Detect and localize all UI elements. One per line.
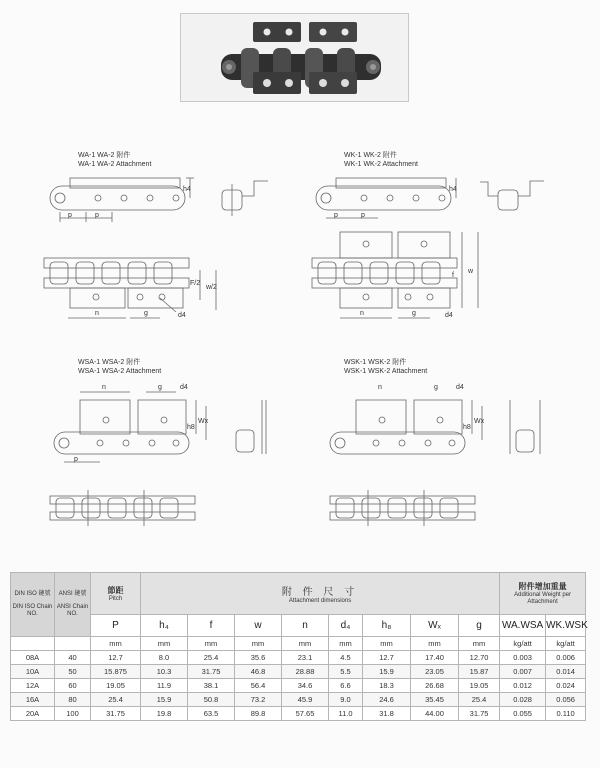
ansi-en: ANSI Chain NO. (56, 604, 89, 617)
wk-dim-f: f (452, 272, 454, 279)
spec-table (10, 572, 586, 721)
table-cell: 10.3 (141, 665, 188, 679)
unit-cell: mm (91, 637, 141, 651)
pitch-header (91, 573, 141, 615)
wk-dim-p1: p (334, 212, 338, 219)
unit-cell: mm (363, 637, 411, 651)
ansi-header (55, 573, 91, 637)
wsa-dim-h8: h8 (187, 424, 195, 431)
wsa-title-en: WSA-1 WSA-2 Attachment (78, 368, 162, 375)
wsk-dim-g: g (434, 384, 438, 391)
table-cell: 19.8 (141, 707, 188, 721)
table-cell: 12.7 (363, 651, 411, 665)
table-cell: 08A (11, 651, 55, 665)
wk-dim-p2: p (361, 212, 365, 219)
wa-dim-w2: w/2 (206, 284, 217, 291)
table-cell: 31.75 (188, 665, 235, 679)
table-cell: 31.75 (91, 707, 141, 721)
wa-end-view (222, 181, 268, 216)
table-cell: 40 (55, 651, 91, 665)
sym-w: w (235, 615, 282, 637)
table-cell: 6.6 (329, 679, 363, 693)
wsa-dim-wx: Wx (198, 418, 209, 425)
wa-dim-p1: p (68, 212, 72, 219)
table-cell: 4.5 (329, 651, 363, 665)
wk-title-en: WK-1 WK-2 Attachment (344, 161, 418, 168)
unit-cell: mm (459, 637, 500, 651)
table-row (11, 651, 586, 665)
wa-dim-d4: d4 (178, 312, 186, 319)
table-cell: 12.7 (91, 651, 141, 665)
table-cell: 15.875 (91, 665, 141, 679)
wa-top-view (44, 258, 216, 318)
wsk-dim-d4: d4 (456, 384, 464, 391)
unit-cell: mm (329, 637, 363, 651)
table-cell: 25.4 (459, 693, 500, 707)
unit-cell: mm (141, 637, 188, 651)
table-cell: 18.3 (363, 679, 411, 693)
table-cell: 50.8 (188, 693, 235, 707)
ansi-cn: ANSI 鏈號 (58, 591, 87, 597)
table-cell: 35.45 (411, 693, 459, 707)
wa-dim-n: n (95, 310, 99, 317)
table-cell: 20A (11, 707, 55, 721)
sym-d4: d₄ (329, 615, 363, 637)
attachment-dims-cn: 附 件 尺 寸 (281, 586, 359, 598)
wsa-end-view (236, 400, 266, 454)
din-iso-en: DIN ISO Chain NO. (12, 604, 53, 617)
table-cell: 89.8 (235, 707, 282, 721)
wa-title-en: WA-1 WA-2 Attachment (78, 161, 152, 168)
wsk-top-view (330, 490, 475, 526)
wk-dim-h4: h4 (449, 186, 457, 193)
table-cell: 0.006 (546, 651, 586, 665)
table-cell: 31.75 (459, 707, 500, 721)
sym-p: P (91, 615, 141, 637)
table-cell: 44.00 (411, 707, 459, 721)
table-cell: 23.1 (282, 651, 329, 665)
wsk-title-cn: WSK-1 WSK-2 附件 (344, 359, 407, 366)
table-cell: 73.2 (235, 693, 282, 707)
table-cell: 0.014 (546, 665, 586, 679)
table-cell: 25.4 (188, 651, 235, 665)
table-cell: 9.0 (329, 693, 363, 707)
wk-dim-w: w (468, 268, 474, 275)
unit-cell: mm (188, 637, 235, 651)
sym-h4: h₄ (141, 615, 188, 637)
wsk-dim-wx: Wx (474, 418, 485, 425)
sym-wk-wsk: WK.WSK (546, 615, 586, 637)
table-cell: 25.4 (91, 693, 141, 707)
wsa-side-view (54, 392, 209, 462)
table-cell: 31.8 (363, 707, 411, 721)
weight-cn: 附件增加重量 (518, 582, 567, 591)
table-cell: 15.87 (459, 665, 500, 679)
wsk-side-view (330, 400, 485, 454)
table-row (11, 665, 586, 679)
din-iso-header (11, 573, 55, 637)
table-cell: 38.1 (188, 679, 235, 693)
weight-header (500, 573, 586, 615)
table-cell: 19.05 (459, 679, 500, 693)
wk-title-cn: WK-1 WK-2 附件 (344, 152, 397, 159)
pitch-en: Pitch (108, 595, 123, 602)
sym-g: g (459, 615, 500, 637)
wsa-dim-n: n (102, 384, 106, 391)
table-cell: 8.0 (141, 651, 188, 665)
table-cell: 10A (11, 665, 55, 679)
sym-wa-wsa: WA.WSA (500, 615, 546, 637)
wsa-top-view (50, 490, 195, 526)
table-cell: 56.4 (235, 679, 282, 693)
table-cell: 16A (11, 693, 55, 707)
table-cell: 57.65 (282, 707, 329, 721)
wsa-dim-d4: d4 (180, 384, 188, 391)
attachment-dims-header (141, 573, 500, 615)
wk-dim-g: g (412, 310, 416, 317)
table-cell: 0.110 (546, 707, 586, 721)
table-cell: 24.6 (363, 693, 411, 707)
table-cell: 0.056 (546, 693, 586, 707)
table-cell: 50 (55, 665, 91, 679)
units-row (11, 637, 586, 651)
table-cell: 60 (55, 679, 91, 693)
sym-h8: h₈ (363, 615, 411, 637)
table-cell: 11.9 (141, 679, 188, 693)
table-cell: 15.9 (141, 693, 188, 707)
table-cell: 12A (11, 679, 55, 693)
wsa-dim-g: g (158, 384, 162, 391)
table-cell: 11.0 (329, 707, 363, 721)
wsk-dim-h8: h8 (463, 424, 471, 431)
wsa-dim-p: p (74, 456, 78, 463)
wa-dim-g: g (144, 310, 148, 317)
wsk-dim-n: n (378, 384, 382, 391)
table-cell: 0.003 (500, 651, 546, 665)
table-cell: 80 (55, 693, 91, 707)
table-cell: 19.05 (91, 679, 141, 693)
unit-cell: mm (411, 637, 459, 651)
spec-table-body (11, 651, 586, 721)
table-cell: 26.68 (411, 679, 459, 693)
spec-table-wrap (10, 572, 588, 721)
table-cell: 100 (55, 707, 91, 721)
table-cell: 0.028 (500, 693, 546, 707)
table-cell: 28.88 (282, 665, 329, 679)
unit-cell: mm (235, 637, 282, 651)
table-row (11, 693, 586, 707)
table-cell: 0.055 (500, 707, 546, 721)
unit-cell: mm (282, 637, 329, 651)
attachment-dims-en: Attachment dimensions (288, 597, 352, 604)
wa-title-cn: WA-1 WA-2 附件 (78, 152, 131, 159)
table-cell: 15.9 (363, 665, 411, 679)
table-row (11, 707, 586, 721)
table-row (11, 679, 586, 693)
unit-cell: kg/att (500, 637, 546, 651)
sym-n: n (282, 615, 329, 637)
wk-dim-n: n (360, 310, 364, 317)
wsk-title-en: WSK-1 WSK-2 Attachment (344, 368, 428, 375)
table-cell: 0.007 (500, 665, 546, 679)
sym-wx: Wₓ (411, 615, 459, 637)
din-iso-cn: DIN ISO 鏈號 (14, 591, 51, 597)
table-cell: 0.024 (546, 679, 586, 693)
wsa-title-cn: WSA-1 WSA-2 附件 (78, 359, 141, 366)
weight-en: Additional Weight per Attachment (514, 592, 572, 605)
table-cell: 46.8 (235, 665, 282, 679)
table-cell: 45.9 (282, 693, 329, 707)
wsk-end-view (510, 400, 540, 454)
wa-dim-p2: p (95, 212, 99, 219)
table-cell: 0.012 (500, 679, 546, 693)
table-cell: 17.40 (411, 651, 459, 665)
table-cell: 63.5 (188, 707, 235, 721)
unit-cell: kg/att (546, 637, 586, 651)
table-cell: 34.6 (282, 679, 329, 693)
table-cell: 23.05 (411, 665, 459, 679)
sym-f: f (188, 615, 235, 637)
table-cell: 35.6 (235, 651, 282, 665)
wa-dim-h4: h4 (183, 186, 191, 193)
pitch-cn: 節距 (107, 585, 124, 595)
wa-dim-f2: F/2 (190, 280, 201, 287)
table-cell: 12.70 (459, 651, 500, 665)
table-cell: 5.5 (329, 665, 363, 679)
wk-end-view (480, 181, 544, 210)
wk-dim-d4: d4 (445, 312, 453, 319)
